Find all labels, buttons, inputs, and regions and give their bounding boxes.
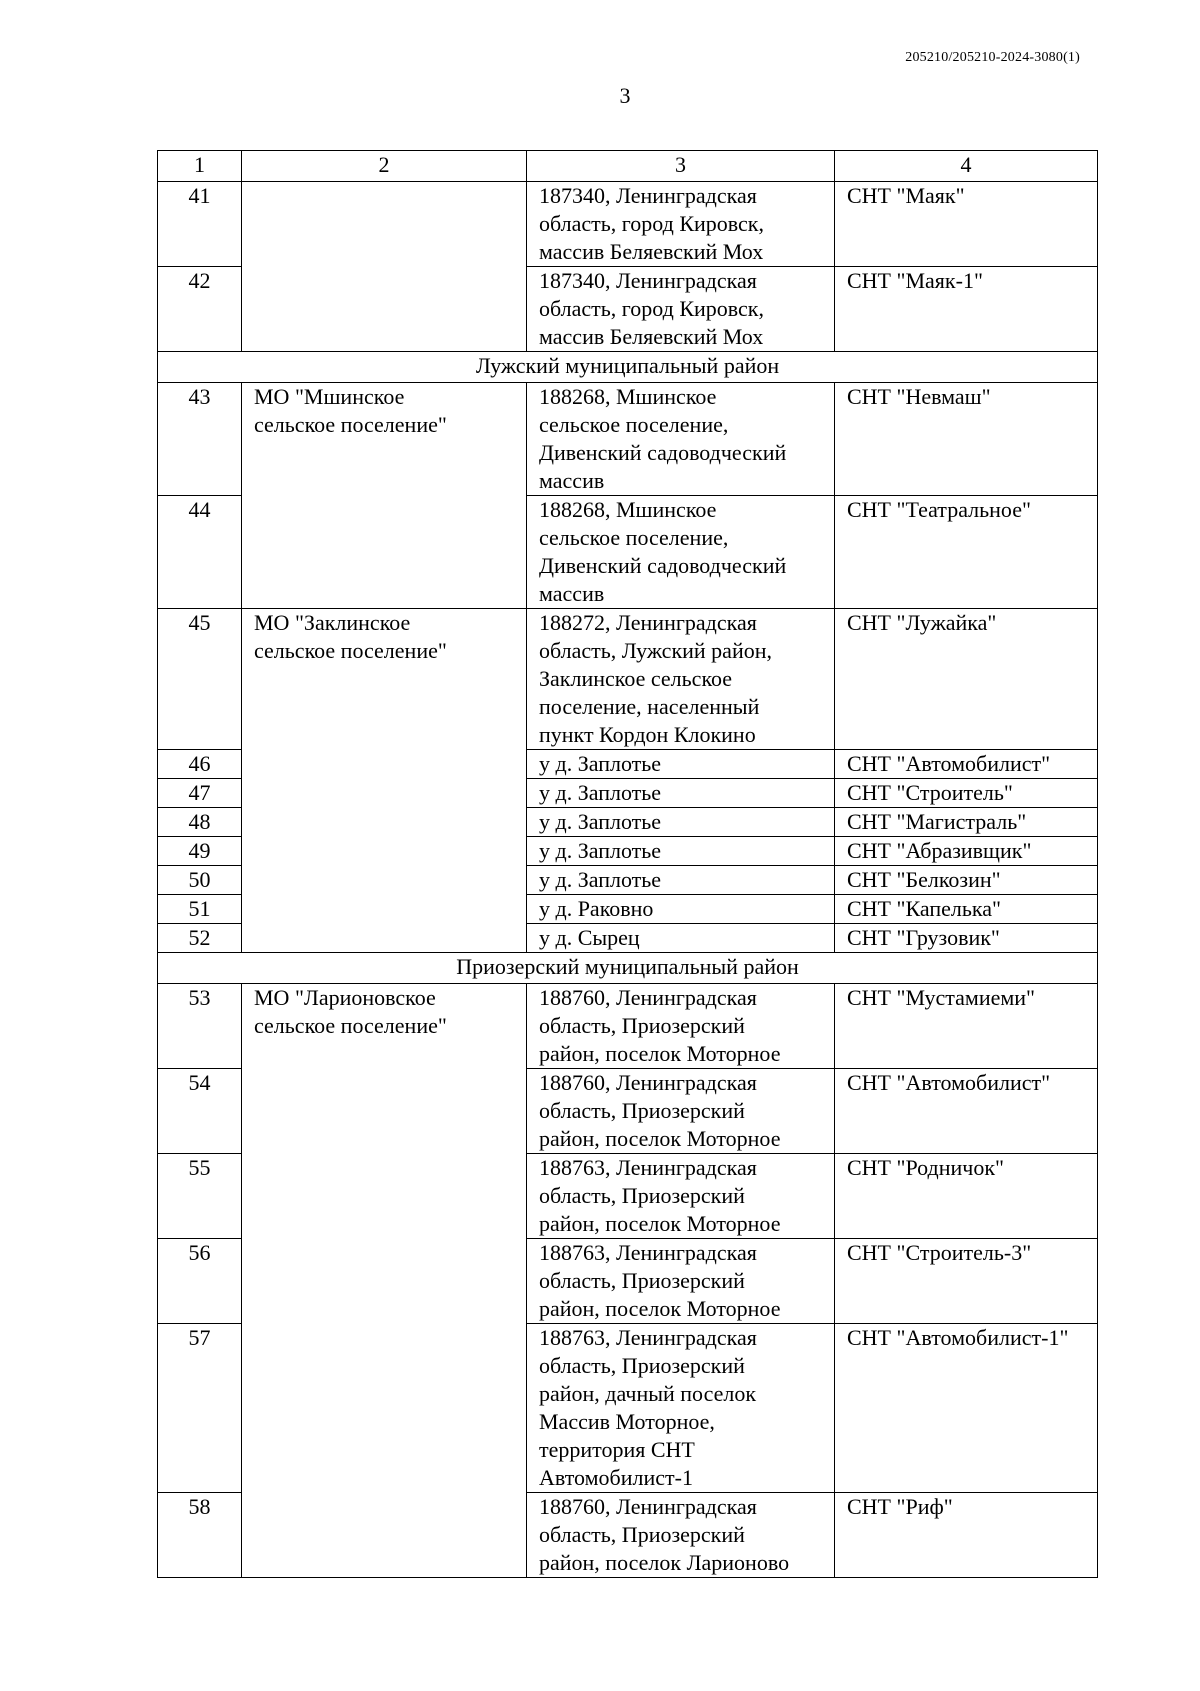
address-cell: 188272, Ленинградская область, Лужский район, Заклинское сельское поселение, населенный пункт Кордон Клокино (527, 609, 835, 750)
address-cell: 188760, Ленинградская область, Приозерский район, поселок Моторное (527, 984, 835, 1069)
row-number: 55 (158, 1154, 242, 1239)
row-number: 57 (158, 1324, 242, 1493)
address-cell: 188268, Мшинское сельское поселение, Дивенский садоводческий массив (527, 496, 835, 609)
table-row (158, 1154, 1098, 1239)
row-number: 44 (158, 496, 242, 609)
municipality-cell (242, 866, 527, 895)
address-cell: 188268, Мшинское сельское поселение, Дивенский садоводческий массив (527, 383, 835, 496)
address-cell: у д. Заплотье (527, 779, 835, 808)
column-header-1: 1 (158, 151, 242, 182)
row-number: 52 (158, 924, 242, 953)
row-number: 51 (158, 895, 242, 924)
section-row (158, 953, 1098, 984)
snt-name-cell: СНТ "Мустамиеми" (835, 984, 1098, 1069)
row-number: 48 (158, 808, 242, 837)
snt-name-cell: СНТ "Грузовик" (835, 924, 1098, 953)
municipality-cell (242, 1069, 527, 1154)
municipality-cell (242, 924, 527, 953)
snt-name-cell: СНТ "Невмаш" (835, 383, 1098, 496)
table-row (158, 924, 1098, 953)
municipality-cell (242, 837, 527, 866)
municipality-cell (242, 750, 527, 779)
snt-name-cell: СНТ "Автомобилист" (835, 1069, 1098, 1154)
municipality-cell (242, 496, 527, 609)
snt-name-cell: СНТ "Строитель" (835, 779, 1098, 808)
row-number: 49 (158, 837, 242, 866)
section-title-priozersk: Приозерский муниципальный район (158, 953, 1098, 984)
table-row (158, 182, 1098, 267)
address-cell: у д. Раковно (527, 895, 835, 924)
address-cell: 188760, Ленинградская область, Приозерский район, поселок Ларионово (527, 1493, 835, 1578)
snt-name-cell: СНТ "Автомобилист" (835, 750, 1098, 779)
section-row (158, 352, 1098, 383)
municipality-cell (242, 779, 527, 808)
snt-name-cell: СНТ "Капелька" (835, 895, 1098, 924)
snt-registry-table (157, 150, 1098, 1578)
row-number: 45 (158, 609, 242, 750)
municipality-cell (242, 182, 527, 267)
table-row (158, 1069, 1098, 1154)
column-header-3: 3 (527, 151, 835, 182)
municipality-cell (242, 1493, 527, 1578)
row-number: 41 (158, 182, 242, 267)
column-header-4: 4 (835, 151, 1098, 182)
address-cell: у д. Заплотье (527, 808, 835, 837)
table-row (158, 808, 1098, 837)
snt-name-cell: СНТ "Белкозин" (835, 866, 1098, 895)
row-number: 58 (158, 1493, 242, 1578)
table-row (158, 984, 1098, 1069)
table-row (158, 779, 1098, 808)
address-cell: 188763, Ленинградская область, Приозерский район, поселок Моторное (527, 1154, 835, 1239)
table-row (158, 267, 1098, 352)
snt-name-cell: СНТ "Маяк-1" (835, 267, 1098, 352)
address-cell: у д. Сырец (527, 924, 835, 953)
table-row (158, 895, 1098, 924)
table-header-row (158, 151, 1098, 182)
address-cell: 188763, Ленинградская область, Приозерский район, дачный поселок Массив Моторное, территория СНТ Автомобилист-1 (527, 1324, 835, 1493)
row-number: 43 (158, 383, 242, 496)
table-row (158, 837, 1098, 866)
row-number: 53 (158, 984, 242, 1069)
snt-name-cell: СНТ "Строитель-3" (835, 1239, 1098, 1324)
address-cell: 187340, Ленинградская область, город Кировск, массив Беляевский Мох (527, 182, 835, 267)
row-number: 46 (158, 750, 242, 779)
snt-name-cell: СНТ "Лужайка" (835, 609, 1098, 750)
municipality-cell (242, 267, 527, 352)
snt-name-cell: СНТ "Театральное" (835, 496, 1098, 609)
snt-name-cell: СНТ "Риф" (835, 1493, 1098, 1578)
table-row (158, 609, 1098, 750)
municipality-cell: МО "Заклинское сельское поселение" (242, 609, 527, 750)
address-cell: у д. Заплотье (527, 750, 835, 779)
section-title-luga: Лужский муниципальный район (158, 352, 1098, 383)
row-number: 54 (158, 1069, 242, 1154)
municipality-cell (242, 1324, 527, 1493)
municipality-cell: МО "Мшинское сельское поселение" (242, 383, 527, 496)
address-cell: 187340, Ленинградская область, город Кировск, массив Беляевский Мох (527, 267, 835, 352)
table-row (158, 1493, 1098, 1578)
row-number: 42 (158, 267, 242, 352)
municipality-cell: МО "Ларионовское сельское поселение" (242, 984, 527, 1069)
snt-name-cell: СНТ "Родничок" (835, 1154, 1098, 1239)
address-cell: 188763, Ленинградская область, Приозерский район, поселок Моторное (527, 1239, 835, 1324)
municipality-cell (242, 1239, 527, 1324)
municipality-cell (242, 895, 527, 924)
snt-name-cell: СНТ "Магистраль" (835, 808, 1098, 837)
table-row (158, 750, 1098, 779)
municipality-cell (242, 1154, 527, 1239)
table-row (158, 1239, 1098, 1324)
municipality-cell (242, 808, 527, 837)
address-cell: у д. Заплотье (527, 837, 835, 866)
row-number: 47 (158, 779, 242, 808)
row-number: 56 (158, 1239, 242, 1324)
snt-name-cell: СНТ "Маяк" (835, 182, 1098, 267)
column-header-2: 2 (242, 151, 527, 182)
table-row (158, 866, 1098, 895)
address-cell: у д. Заплотье (527, 866, 835, 895)
document-id: 205210/205210-2024-3080(1) (905, 50, 1080, 65)
row-number: 50 (158, 866, 242, 895)
table-row (158, 1324, 1098, 1493)
page-number: 3 (619, 83, 631, 108)
table-row (158, 383, 1098, 496)
snt-name-cell: СНТ "Автомобилист-1" (835, 1324, 1098, 1493)
address-cell: 188760, Ленинградская область, Приозерский район, поселок Моторное (527, 1069, 835, 1154)
table-row (158, 496, 1098, 609)
snt-name-cell: СНТ "Абразивщик" (835, 837, 1098, 866)
